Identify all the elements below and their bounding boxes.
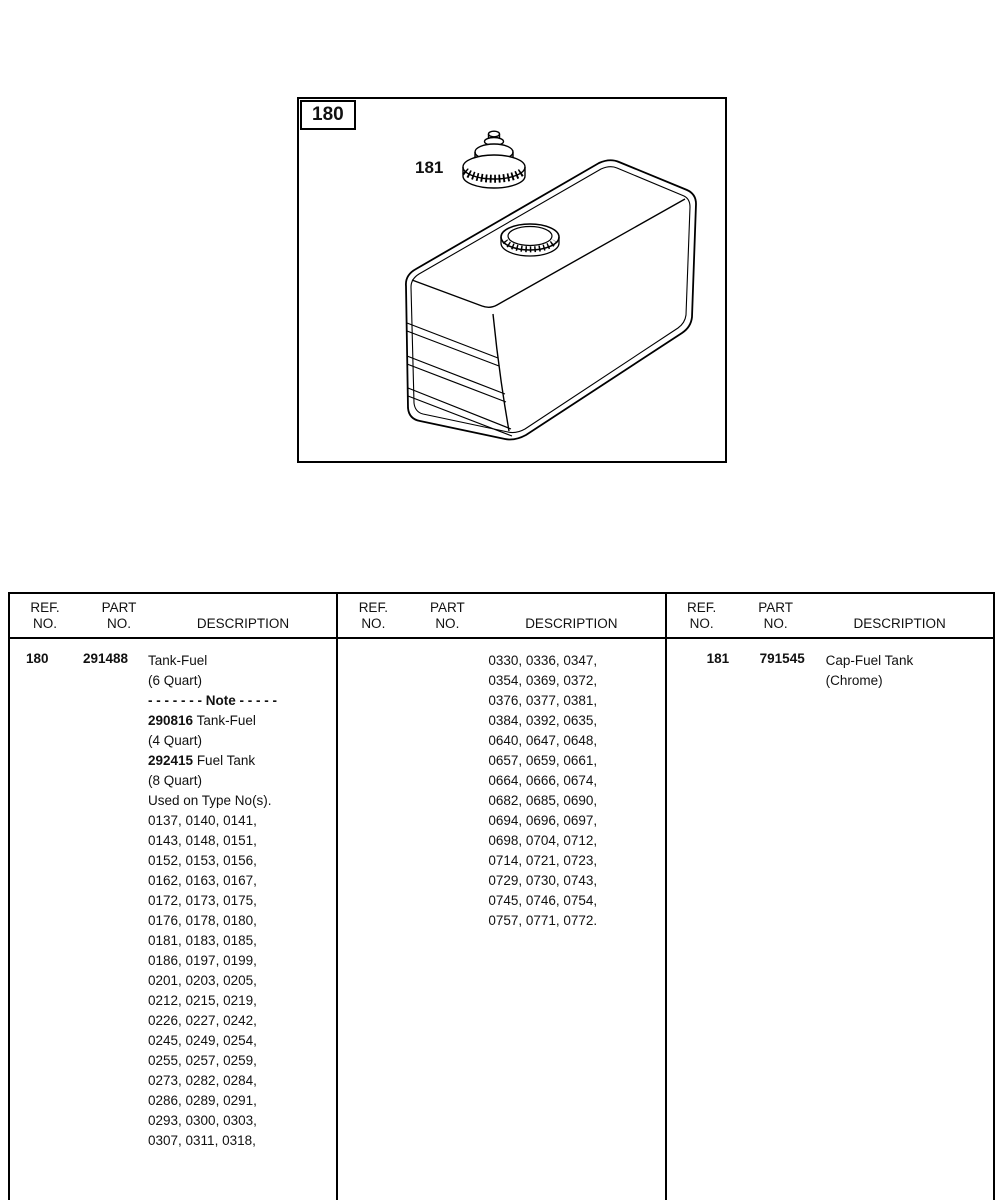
description-line: 0293, 0300, 0303, [148, 1113, 257, 1128]
table-column-group-3 [665, 594, 993, 1200]
header-description: DESCRIPTION [196, 616, 290, 631]
description-line: 292415 Fuel Tank [148, 753, 256, 768]
description-line: 0181, 0183, 0185, [148, 933, 257, 948]
cap-ref-label: 181 [415, 158, 444, 177]
description-line: Cap-Fuel Tank [825, 653, 914, 668]
description-line: 0354, 0369, 0372, [488, 673, 598, 688]
description-line: (4 Quart) [148, 733, 203, 748]
table-body [667, 639, 993, 1200]
parts-table [8, 592, 995, 1200]
description-cell [488, 651, 597, 931]
description-line: 0255, 0257, 0259, [148, 1053, 257, 1068]
description-line: 0286, 0289, 0291, [148, 1093, 257, 1108]
description-line: 0137, 0140, 0141, [148, 813, 257, 828]
description-line: 0664, 0666, 0674, [488, 773, 598, 788]
description-line: 0307, 0311, 0318, [148, 1133, 256, 1148]
table-column-group-2 [336, 594, 664, 1200]
description-line: 0143, 0148, 0151, [148, 833, 257, 848]
description-line: 0273, 0282, 0284, [148, 1073, 257, 1088]
description-line: (8 Quart) [148, 773, 203, 788]
part-no-value: 791545 [759, 651, 805, 666]
header-part-no: PART NO. [758, 600, 794, 631]
description-line: 0376, 0377, 0381, [488, 693, 598, 708]
diagram-panel [297, 97, 727, 463]
header-ref-no: REF. NO. [687, 600, 717, 631]
description-line: 0657, 0659, 0661, [488, 753, 598, 768]
description-line: 0152, 0153, 0156, [148, 853, 257, 868]
description-line: - - - - - - - Note - - - - - [148, 693, 277, 708]
description-line: 0698, 0704, 0712, [488, 833, 598, 848]
header-ref-no: REF. NO. [30, 600, 60, 631]
description-line: Used on Type No(s). [148, 793, 272, 808]
ref-no-value: 180 [26, 651, 49, 666]
description-line: 0714, 0721, 0723, [488, 853, 598, 868]
description-line: 0162, 0163, 0167, [148, 873, 257, 888]
description-line: 0384, 0392, 0635, [488, 713, 598, 728]
fuel-tank-illustration [299, 99, 725, 461]
description-line: (Chrome) [825, 673, 883, 688]
table-column-group-1 [10, 594, 336, 1200]
description-line: (6 Quart) [148, 673, 203, 688]
description-line: 0201, 0203, 0205, [148, 973, 257, 988]
description-line: 0226, 0227, 0242, [148, 1013, 257, 1028]
description-line: 0757, 0771, 0772. [488, 913, 598, 928]
table-header [667, 594, 993, 639]
header-description: DESCRIPTION [853, 616, 946, 631]
table-body [338, 639, 664, 1200]
description-line: 0682, 0685, 0690, [488, 793, 598, 808]
description-line: 0186, 0197, 0199, [148, 953, 257, 968]
description-line: 0176, 0178, 0180, [148, 913, 257, 928]
header-part-no: PART NO. [429, 600, 465, 631]
description-line: 0172, 0173, 0175, [148, 893, 257, 908]
header-ref-no: REF. NO. [358, 600, 388, 631]
description-line: Tank-Fuel [148, 653, 208, 668]
description-line: 0212, 0215, 0219, [148, 993, 257, 1008]
description-line: 0729, 0730, 0743, [488, 873, 598, 888]
description-line: 290816 Tank-Fuel [148, 713, 256, 728]
description-line: 0640, 0647, 0648, [488, 733, 598, 748]
header-description: DESCRIPTION [525, 616, 618, 631]
description-cell [826, 651, 914, 691]
table-header [338, 594, 664, 639]
table-body [10, 639, 336, 1200]
fuel-tank-drawing [406, 160, 696, 439]
description-line: 0245, 0249, 0254, [148, 1033, 257, 1048]
description-cell [148, 651, 277, 1151]
table-header [10, 594, 336, 639]
figure-ref-label: 180 [300, 100, 356, 130]
part-no-value: 291488 [83, 651, 129, 666]
header-part-no: PART NO. [101, 600, 137, 631]
description-line: 0694, 0696, 0697, [488, 813, 598, 828]
description-line: 0330, 0336, 0347, [488, 653, 598, 668]
ref-no-value: 181 [706, 651, 730, 666]
description-line: 0745, 0746, 0754, [488, 893, 598, 908]
